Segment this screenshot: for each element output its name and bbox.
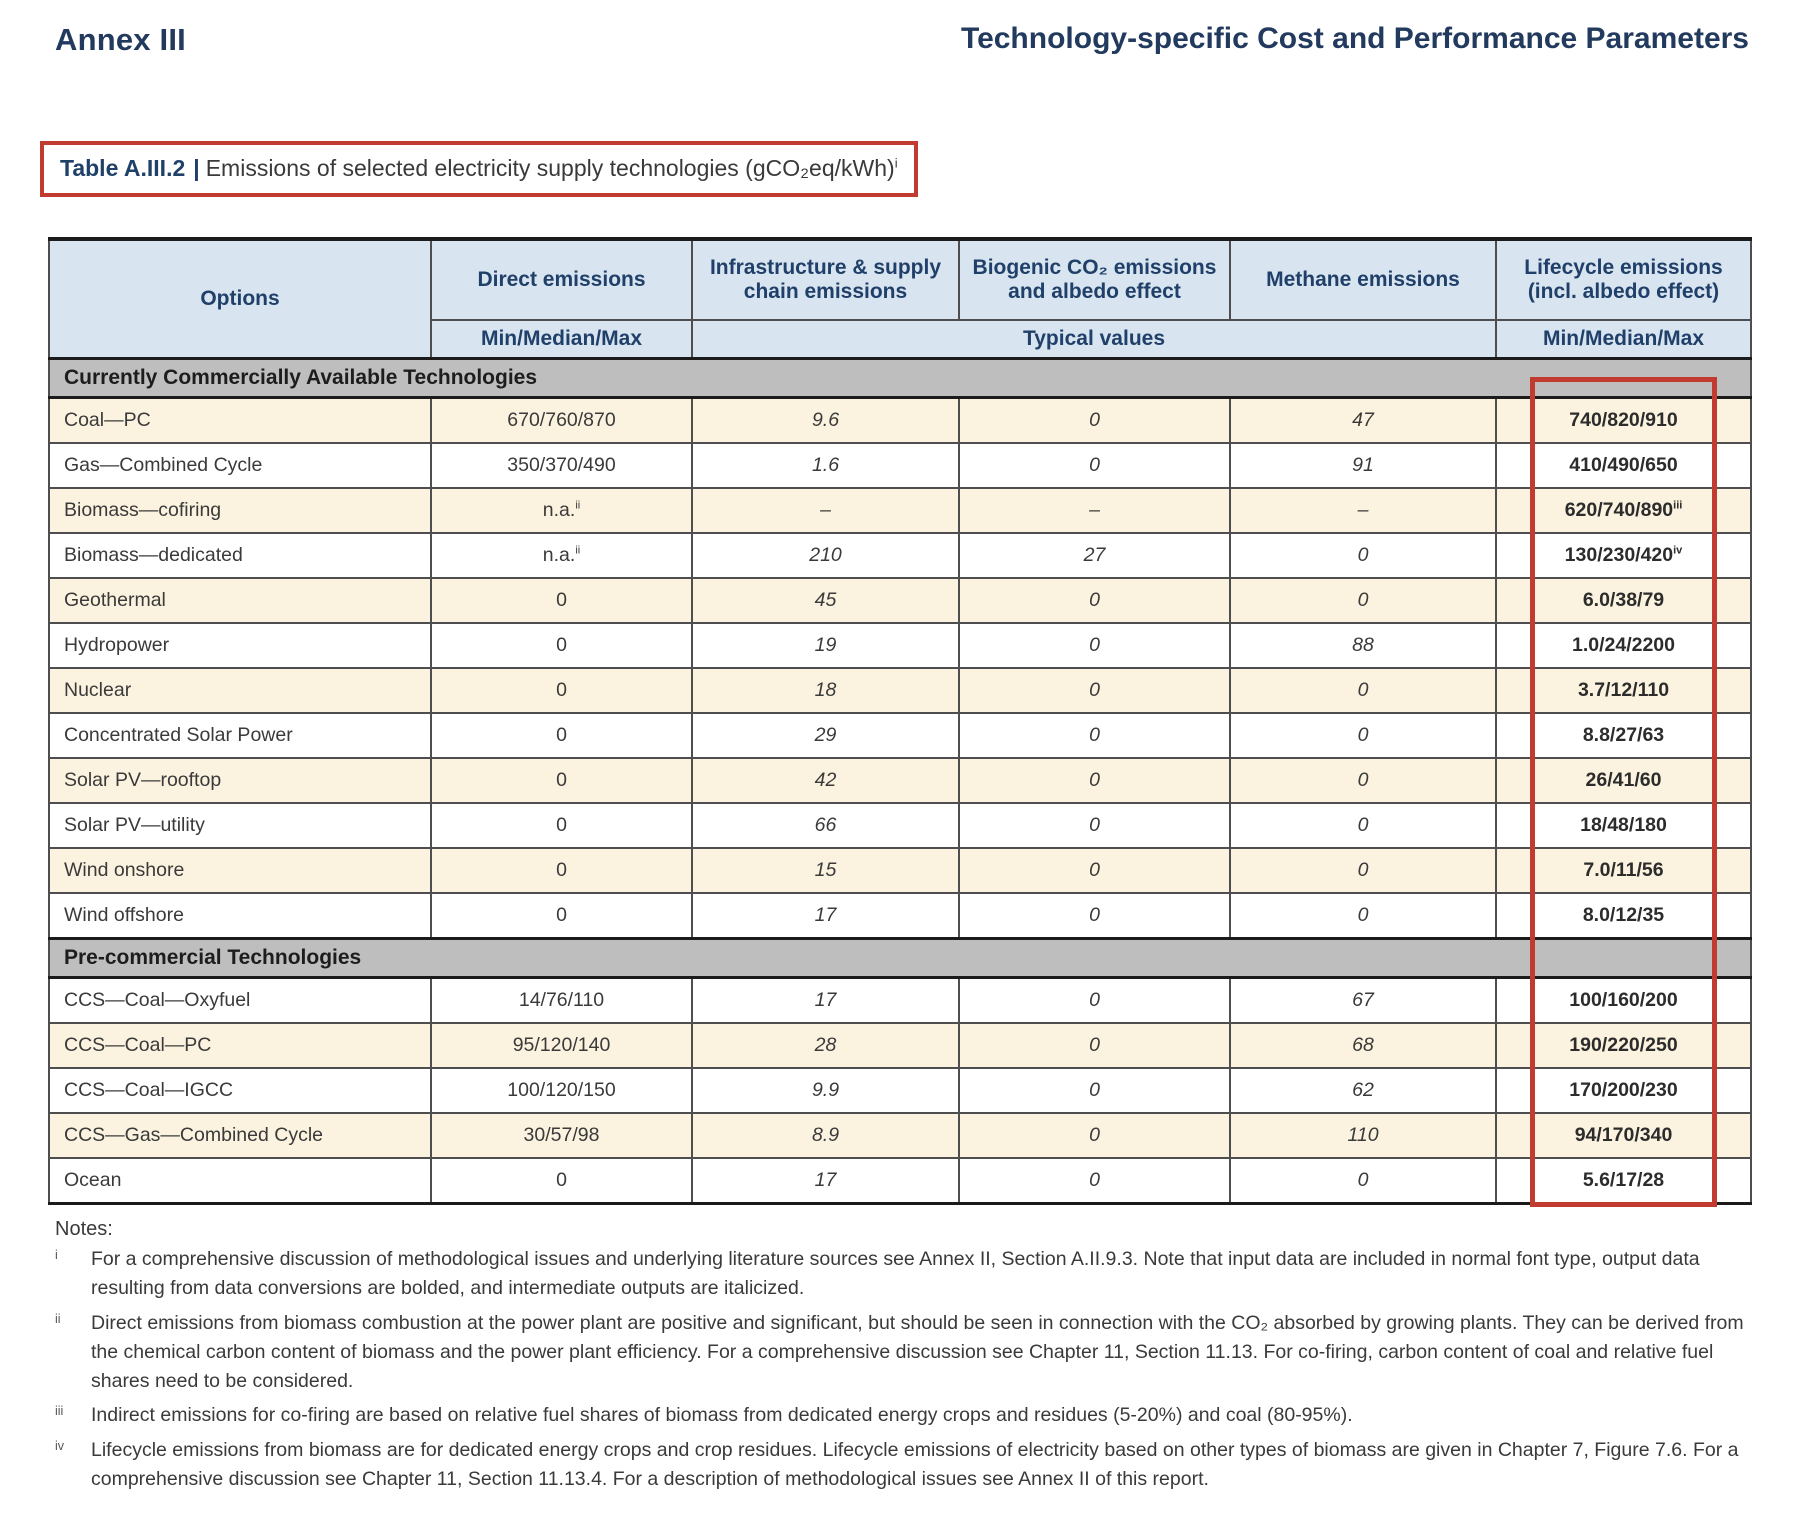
lifecycle-cell: 3.7/12/110 [1496, 668, 1751, 713]
lifecycle-cell: 26/41/60 [1496, 758, 1751, 803]
option-cell: Solar PV—utility [49, 803, 431, 848]
table-caption-text: Emissions of selected electricity supply technologies (gCO₂eq/kWh) [205, 155, 895, 181]
col-header-infrastructure-emissions: Infrastructure & supply chain emissions [692, 239, 959, 320]
option-cell: Concentrated Solar Power [49, 713, 431, 758]
annex-title: Annex III [55, 22, 186, 57]
direct-cell: 0 [431, 848, 692, 893]
methane-cell: 88 [1230, 623, 1496, 668]
option-cell: Biomass—cofiring [49, 488, 431, 533]
direct-cell: 0 [431, 668, 692, 713]
methane-cell: 91 [1230, 443, 1496, 488]
subheader-typical-values: Typical values [692, 320, 1496, 359]
infrastructure-cell: 45 [692, 578, 959, 623]
direct-cell: 0 [431, 758, 692, 803]
section-title: Pre-commercial Technologies [49, 939, 1751, 978]
infrastructure-cell: 210 [692, 533, 959, 578]
infrastructure-cell: 18 [692, 668, 959, 713]
infrastructure-cell: 28 [692, 1023, 959, 1068]
infrastructure-cell: 9.6 [692, 398, 959, 444]
infrastructure-cell: 8.9 [692, 1113, 959, 1158]
lifecycle-cell: 190/220/250 [1496, 1023, 1751, 1068]
methane-cell: 62 [1230, 1068, 1496, 1113]
notes-heading: Notes: [55, 1218, 113, 1240]
infrastructure-cell: 17 [692, 1158, 959, 1204]
option-cell: CCS—Gas—Combined Cycle [49, 1113, 431, 1158]
biogenic-cell: 0 [959, 1023, 1230, 1068]
table-row [49, 758, 1751, 803]
table-caption-label: Table A.III.2 [60, 155, 186, 181]
biogenic-cell: 0 [959, 443, 1230, 488]
lifecycle-cell: 620/740/890$^{iii}$ [1496, 488, 1751, 533]
methane-cell: 67 [1230, 978, 1496, 1024]
biogenic-cell: 0 [959, 578, 1230, 623]
infrastructure-cell: 15 [692, 848, 959, 893]
note-item [55, 1436, 1755, 1495]
table-row [49, 488, 1751, 533]
note-text: Indirect emissions for co-firing are based on relative fuel shares of biomass from dedicated energy crops and residues (5-20%) and coal (80-95%). [91, 1404, 1353, 1427]
option-cell: Wind onshore [49, 848, 431, 893]
methane-cell: 110 [1230, 1113, 1496, 1158]
note-text: Lifecycle emissions from biomass are for dedicated energy crops and crop residues. Lifecycle emissions of electricity based on other types of biomass are given in Chapter 7, Figure 7.6. For a comprehensive discussion see Chapter 11, Section 11.13.4. For a description of methodological issues see Annex II of this report. [91, 1438, 1739, 1490]
biogenic-cell: 27 [959, 533, 1230, 578]
methane-cell: 0 [1230, 713, 1496, 758]
methane-cell: 68 [1230, 1023, 1496, 1068]
direct-cell: 0 [431, 713, 692, 758]
biogenic-cell: 0 [959, 893, 1230, 939]
table-row [49, 803, 1751, 848]
table-row [49, 623, 1751, 668]
infrastructure-cell: 9.9 [692, 1068, 959, 1113]
footnote-marker: ii [575, 544, 581, 557]
biogenic-cell: 0 [959, 1068, 1230, 1113]
table-row [49, 533, 1751, 578]
direct-cell: 670/760/870 [431, 398, 692, 444]
biogenic-cell: 0 [959, 1113, 1230, 1158]
direct-cell: 0 [431, 803, 692, 848]
infrastructure-cell: – [692, 488, 959, 533]
direct-cell: 30/57/98 [431, 1113, 692, 1158]
direct-cell: n.a.$^{ii}$ [431, 488, 692, 533]
direct-cell: 14/76/110 [431, 978, 692, 1024]
caption-separator: | [193, 155, 200, 181]
table-row [49, 668, 1751, 713]
methane-cell: 0 [1230, 578, 1496, 623]
col-header-direct-emissions: Direct emissions [431, 239, 692, 320]
biogenic-cell: 0 [959, 668, 1230, 713]
infrastructure-cell: 1.6 [692, 443, 959, 488]
subheader-lifecycle-minmedmax: Min/Median/Max [1496, 320, 1751, 359]
footnote-marker: iv [1673, 544, 1683, 557]
direct-cell: 95/120/140 [431, 1023, 692, 1068]
methane-cell: 0 [1230, 668, 1496, 713]
subheader-direct-minmedmax: Min/Median/Max [431, 320, 692, 359]
lifecycle-cell: 6.0/38/79 [1496, 578, 1751, 623]
infrastructure-cell: 42 [692, 758, 959, 803]
direct-cell: 0 [431, 623, 692, 668]
infrastructure-cell: 66 [692, 803, 959, 848]
table-row [49, 1158, 1751, 1204]
direct-cell: 350/370/490 [431, 443, 692, 488]
option-cell: Solar PV—rooftop [49, 758, 431, 803]
lifecycle-cell: 410/490/650 [1496, 443, 1751, 488]
biogenic-cell: 0 [959, 713, 1230, 758]
methane-cell: – [1230, 488, 1496, 533]
methane-cell: 0 [1230, 533, 1496, 578]
section-header-row [49, 359, 1751, 398]
note-marker: iii [55, 1404, 64, 1419]
biogenic-cell: 0 [959, 848, 1230, 893]
lifecycle-cell: 8.8/27/63 [1496, 713, 1751, 758]
table-body [49, 359, 1751, 1204]
infrastructure-cell: 17 [692, 978, 959, 1024]
note-text: Direct emissions from biomass combustion at the power plant are positive and significant, but should be seen in connection with the CO₂ absorbed by growing plants. They can be derived from the chemical carbon content of biomass and the power plant efficiency. For a comprehensive discussion see Chapter 11, Section 11.13. For co-firing, carbon content of coal and relative fuel shares need to be considered. [91, 1311, 1744, 1392]
methane-cell: 0 [1230, 803, 1496, 848]
infrastructure-cell: 17 [692, 893, 959, 939]
table-row [49, 578, 1751, 623]
col-header-lifecycle-emissions: Lifecycle emissions (incl. albedo effect) [1496, 239, 1751, 320]
direct-cell: 0 [431, 1158, 692, 1204]
biogenic-cell: 0 [959, 758, 1230, 803]
footnote-marker: iii [1673, 499, 1683, 512]
option-cell: Wind offshore [49, 893, 431, 939]
option-cell: Hydropower [49, 623, 431, 668]
lifecycle-cell: 7.0/11/56 [1496, 848, 1751, 893]
infrastructure-cell: 29 [692, 713, 959, 758]
table-row [49, 978, 1751, 1024]
lifecycle-cell: 18/48/180 [1496, 803, 1751, 848]
emissions-table [48, 237, 1752, 1205]
methane-cell: 0 [1230, 893, 1496, 939]
note-marker: iv [55, 1438, 65, 1453]
direct-cell: 0 [431, 578, 692, 623]
lifecycle-cell: 1.0/24/2200 [1496, 623, 1751, 668]
methane-cell: 0 [1230, 1158, 1496, 1204]
methane-cell: 0 [1230, 848, 1496, 893]
direct-cell: 100/120/150 [431, 1068, 692, 1113]
lifecycle-cell: 130/230/420$^{iv}$ [1496, 533, 1751, 578]
section-title: Currently Commercially Available Technologies [49, 359, 1751, 398]
col-header-options: Options [49, 239, 431, 359]
table-row [49, 443, 1751, 488]
option-cell: Biomass—dedicated [49, 533, 431, 578]
lifecycle-cell: 94/170/340 [1496, 1113, 1751, 1158]
caption-footnote-marker: i [894, 155, 898, 171]
table-caption-annotation-box [40, 141, 918, 197]
emissions-table-wrapper [48, 237, 1752, 1205]
option-cell: Coal—PC [49, 398, 431, 444]
lifecycle-cell: 8.0/12/35 [1496, 893, 1751, 939]
note-item [55, 1401, 1755, 1430]
biogenic-cell: – [959, 488, 1230, 533]
option-cell: Nuclear [49, 668, 431, 713]
direct-cell: n.a.$^{ii}$ [431, 533, 692, 578]
biogenic-cell: 0 [959, 803, 1230, 848]
option-cell: Gas—Combined Cycle [49, 443, 431, 488]
option-cell: Geothermal [49, 578, 431, 623]
table-row [49, 1113, 1751, 1158]
note-marker: ii [55, 1311, 61, 1326]
methane-cell: 47 [1230, 398, 1496, 444]
header-row-main [49, 239, 1751, 320]
option-cell: CCS—Coal—PC [49, 1023, 431, 1068]
notes-list [55, 1245, 1755, 1494]
document-title: Technology-specific Cost and Performance Parameters [960, 22, 1749, 55]
col-header-methane-emissions: Methane emissions [1230, 239, 1496, 320]
page-header [55, 22, 1749, 58]
table-row [49, 1023, 1751, 1068]
footnote-marker: ii [575, 499, 581, 512]
note-marker: i [55, 1248, 58, 1262]
col-header-biogenic-emissions: Biogenic CO₂ emissions and albedo effect [959, 239, 1230, 320]
methane-cell: 0 [1230, 758, 1496, 803]
table-row [49, 713, 1751, 758]
option-cell: CCS—Coal—Oxyfuel [49, 978, 431, 1024]
direct-cell: 0 [431, 893, 692, 939]
notes-section [55, 1218, 1755, 1499]
lifecycle-cell: 740/820/910 [1496, 398, 1751, 444]
option-cell: CCS—Coal—IGCC [49, 1068, 431, 1113]
table-row [49, 1068, 1751, 1113]
infrastructure-cell: 19 [692, 623, 959, 668]
note-text: For a comprehensive discussion of methodological issues and underlying literature sources see Annex II, Section A.II.9.3. Note that input data are included in normal font type, output data resulting from data conversions are bolded, and intermediate outputs are italicized. [91, 1248, 1700, 1300]
table-row [49, 398, 1751, 444]
option-cell: Ocean [49, 1158, 431, 1204]
note-item [55, 1245, 1755, 1304]
biogenic-cell: 0 [959, 623, 1230, 668]
lifecycle-cell: 5.6/17/28 [1496, 1158, 1751, 1204]
biogenic-cell: 0 [959, 398, 1230, 444]
lifecycle-cell: 100/160/200 [1496, 978, 1751, 1024]
section-header-row [49, 939, 1751, 978]
lifecycle-cell: 170/200/230 [1496, 1068, 1751, 1113]
table-row [49, 848, 1751, 893]
biogenic-cell: 0 [959, 978, 1230, 1024]
biogenic-cell: 0 [959, 1158, 1230, 1204]
table-row [49, 893, 1751, 939]
note-item [55, 1309, 1755, 1397]
